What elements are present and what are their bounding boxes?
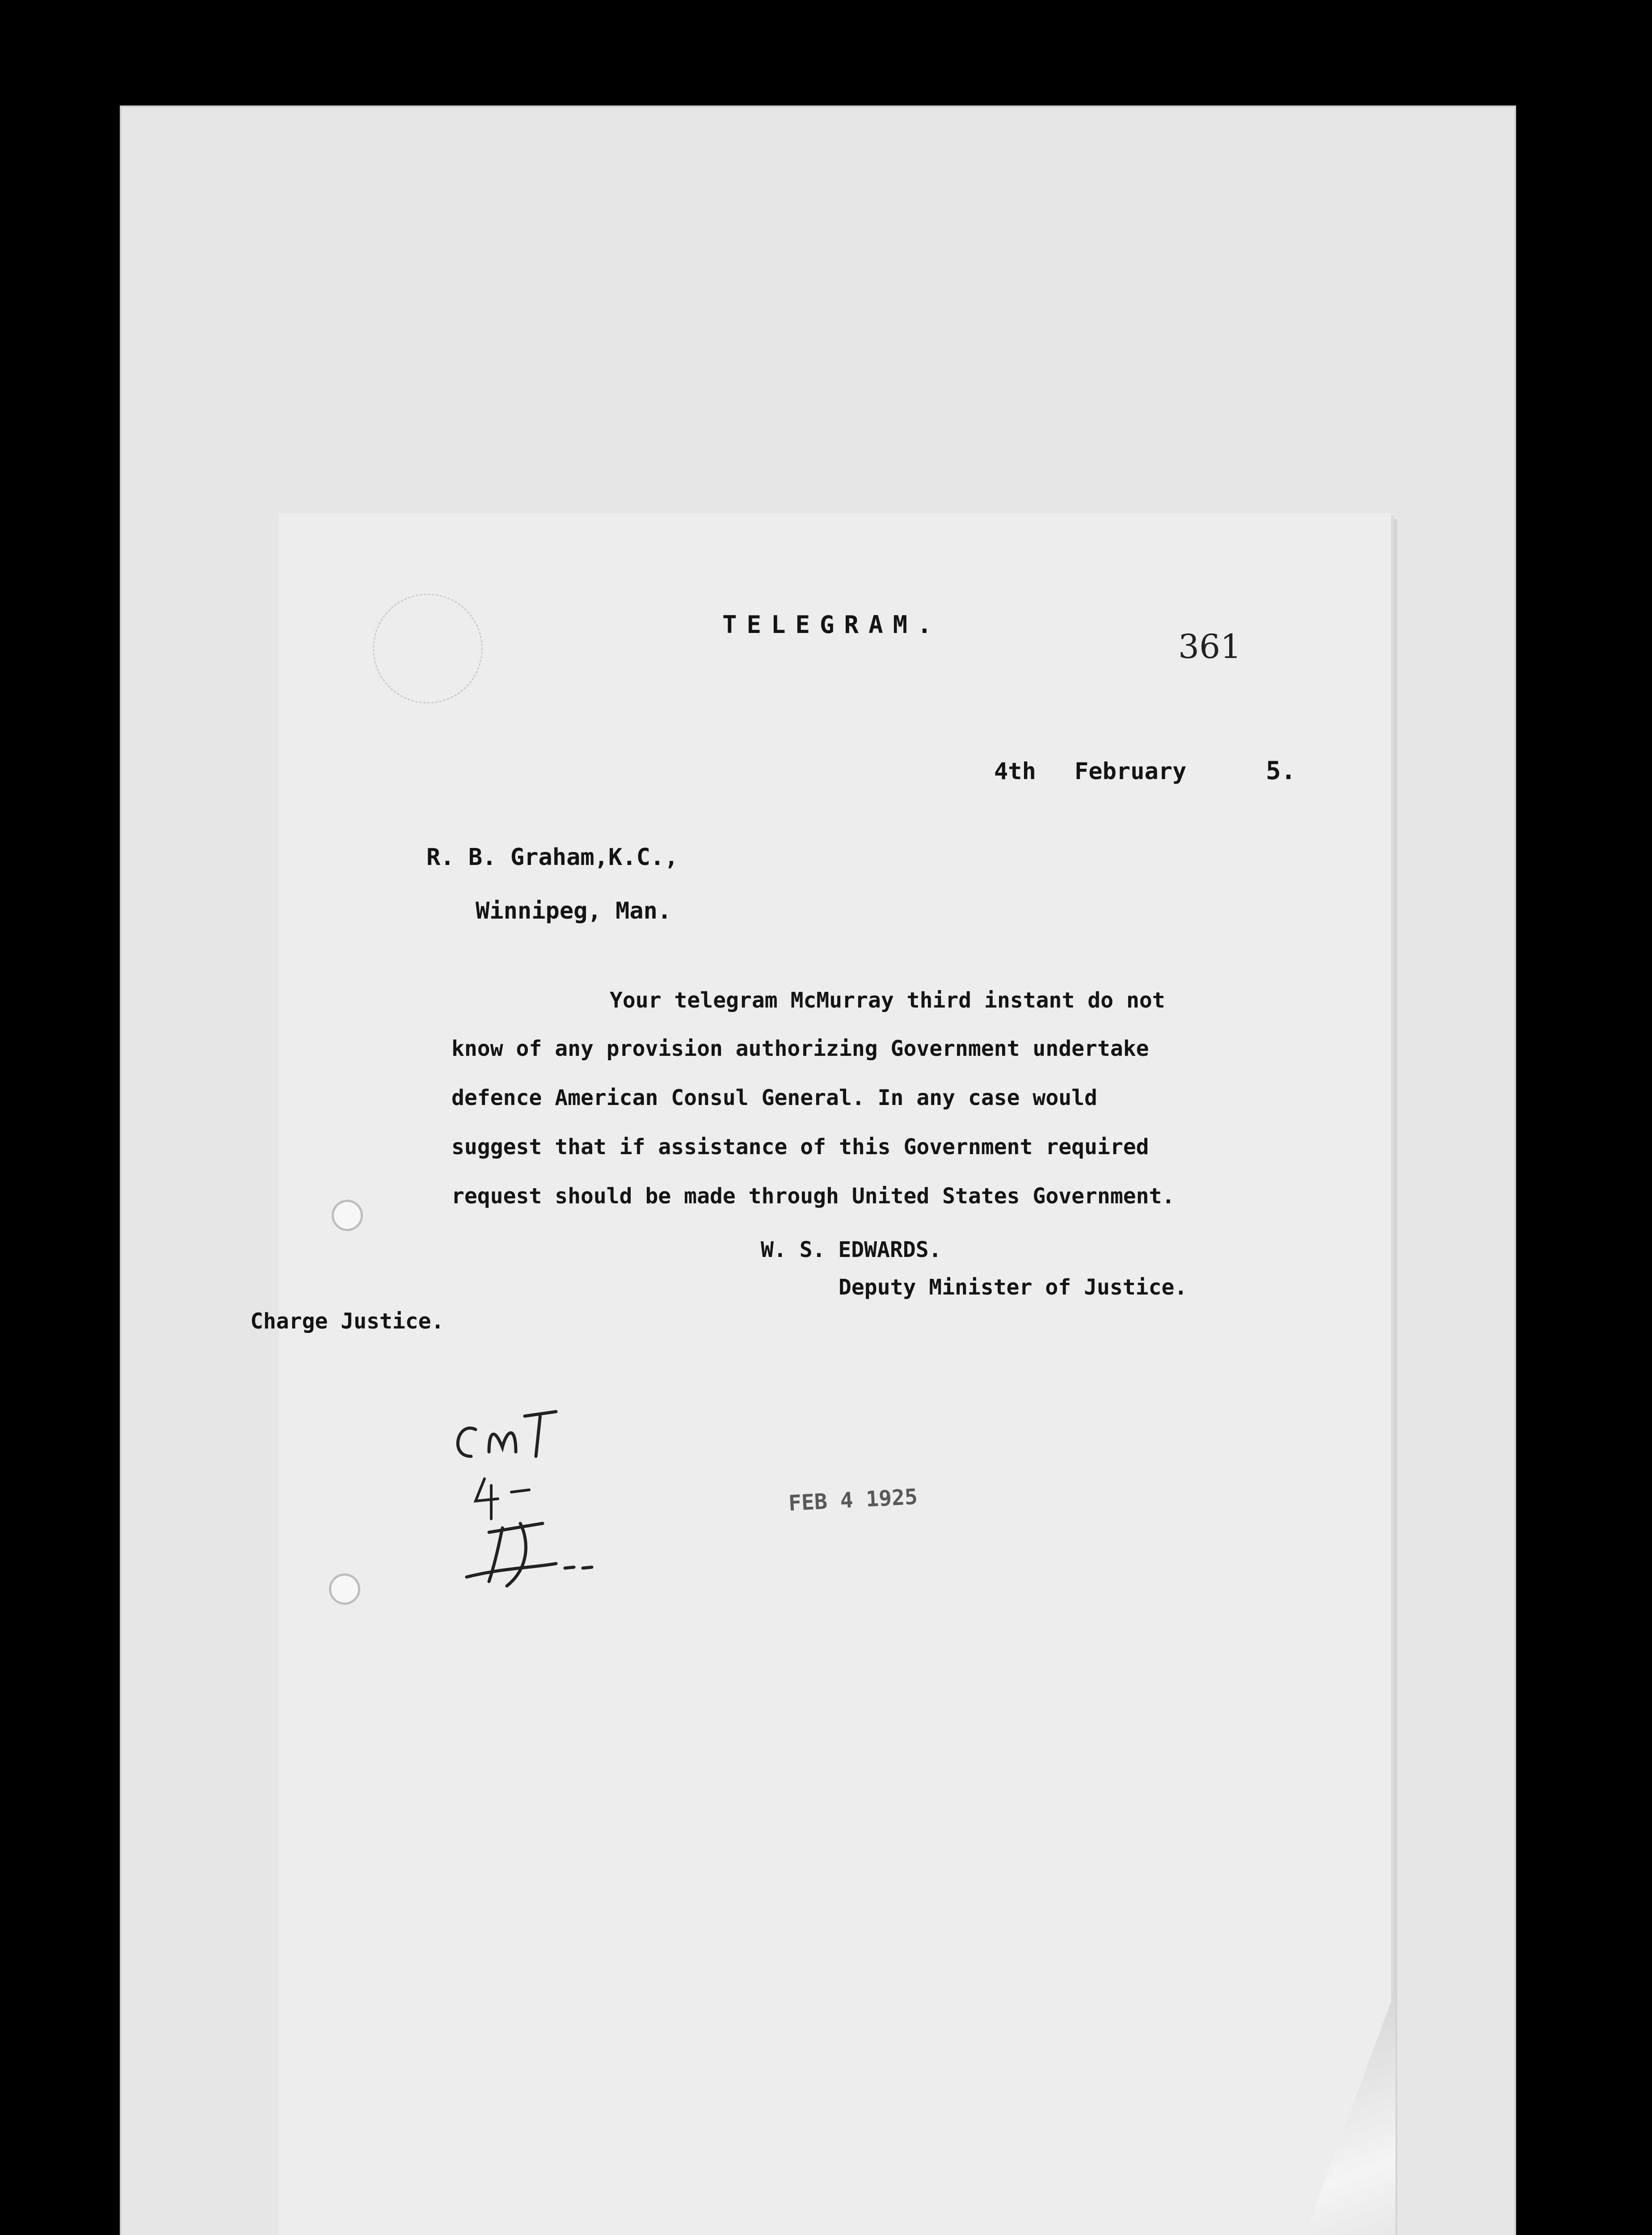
date-day: 4th	[994, 758, 1036, 785]
body-line: request should be made through United States Government.	[451, 1184, 1175, 1209]
date-year: 5.	[1266, 756, 1296, 785]
charge-note: Charge Justice.	[250, 1309, 444, 1334]
body-line: Your telegram McMurray third instant do not	[610, 988, 1165, 1013]
addressee-place: Winnipeg, Man.	[476, 898, 672, 924]
signature-name: W. S. EDWARDS.	[761, 1237, 942, 1262]
body-line: know of any provision authorizing Government undertake	[451, 1036, 1149, 1061]
punch-hole	[332, 1200, 363, 1231]
body-line: defence American Consul General. In any case would	[451, 1085, 1097, 1110]
document-title: TELEGRAM.	[722, 611, 942, 639]
punch-hole	[329, 1573, 360, 1605]
embossed-seal-icon	[373, 594, 483, 704]
handwritten-initials-icon	[440, 1389, 628, 1604]
signature-title: Deputy Minister of Justice.	[839, 1275, 1188, 1300]
date-month: February	[1075, 758, 1187, 785]
telegram-document	[250, 513, 1391, 2235]
received-date-stamp: FEB 4 1925	[788, 1484, 919, 1516]
folded-corner	[1279, 1990, 1395, 2235]
body-line: suggest that if assistance of this Government required	[451, 1134, 1149, 1160]
reference-number: 361	[1178, 628, 1242, 666]
addressee-name: R. B. Graham,K.C.,	[426, 844, 678, 871]
